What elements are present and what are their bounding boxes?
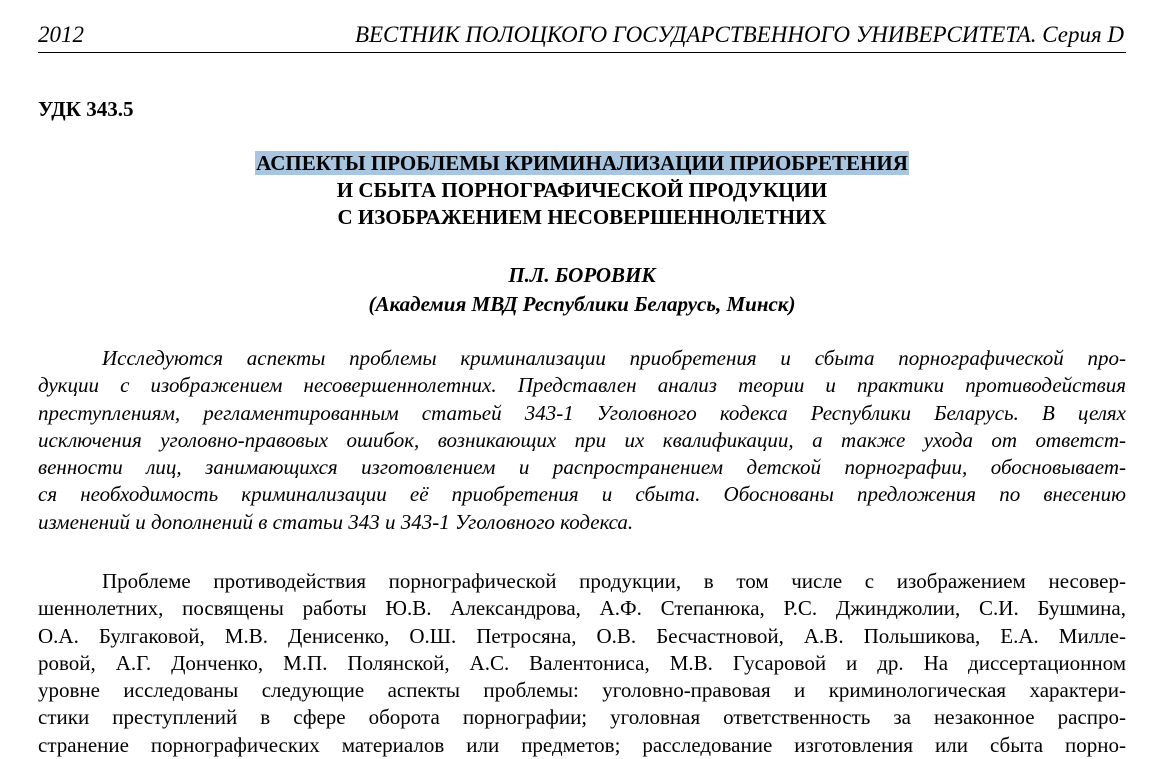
udk-code: УДК 343.5 — [38, 97, 134, 121]
running-header — [38, 20, 1126, 53]
body-line: уровне исследованы следующие аспекты проблемы: уголовно-правовая и криминологическая характери- — [38, 678, 1126, 703]
title-line-3: С ИЗОБРАЖЕНИЕМ НЕСОВЕРШЕННОЛЕТНИХ — [337, 205, 827, 229]
body-line: ровой, А.Г. Донченко, М.П. Полянской, А.С. Валентониса, М.В. Гусаровой и др. На диссертационном — [38, 650, 1126, 675]
body-line: странение порнографических материалов или предметов; расследование изготовления или сбыта порно- — [38, 732, 1126, 757]
header-journal-title: ВЕСТНИК ПОЛОЦКОГО ГОСУДАРСТВЕННОГО УНИВЕРСИТЕТА. Серия D — [354, 22, 1124, 47]
abstract-line: изменений и дополнений в статьи 343 и 343-1 Уголовного кодекса. — [38, 509, 634, 534]
body-line: О.А. Булгаковой, М.В. Денисенко, О.Ш. Петросяна, О.В. Бесчастновой, А.В. Польшикова, Е.А. Милле- — [38, 623, 1126, 648]
abstract-line: исключения уголовно-правовых ошибок, возникающих при их квалификации, а также ухода от ответст- — [38, 427, 1126, 452]
abstract-line: дукции с изображением несовершеннолетних. Представлен анализ теории и практики противодействия — [38, 373, 1126, 398]
body-line: Проблеме противодействия порнографической продукции, в том числе с изображением несовер- — [102, 569, 1126, 593]
abstract-line: Исследуются аспекты проблемы криминализации приобретения и сбыта порнографической про- — [102, 346, 1126, 370]
abstract-line: ся необходимость криминализации её приобретения и сбыта. Обоснованы предложения по внесению — [38, 482, 1126, 507]
title-line-1[interactable] — [38, 150, 1126, 177]
author-name: П.Л. БОРОВИК — [508, 263, 656, 287]
title-line-2: И СБЫТА ПОРНОГРАФИЧЕСКОЙ ПРОДУКЦИИ — [336, 178, 828, 202]
abstract-line: преступлениям, регламентированным статьей 343-1 Уголовного кодекса Республики Беларусь. В целях — [38, 400, 1126, 425]
article-title — [38, 150, 1126, 231]
selected-text-highlight[interactable]: АСПЕКТЫ ПРОБЛЕМЫ КРИМИНАЛИЗАЦИИ ПРИОБРЕТЕНИЯ — [256, 151, 908, 175]
header-year: 2012 — [38, 22, 84, 47]
author-affiliation: (Академия МВД Республики Беларусь, Минск) — [368, 292, 796, 316]
body-line: стики преступлений в сфере оборота порнографии; уголовная ответственность за незаконное распро- — [38, 705, 1126, 730]
body-paragraph — [38, 568, 1126, 759]
abstract-line: венности лиц, занимающихся изготовлением и распространением детской порнографии, обосновывает- — [38, 455, 1126, 480]
author-block — [38, 261, 1126, 319]
abstract — [38, 345, 1126, 536]
body-line: шеннолетних, посвящены работы Ю.В. Александрова, А.Ф. Степанюка, Р.С. Джинджолии, С.И. Бушмина, — [38, 596, 1126, 621]
